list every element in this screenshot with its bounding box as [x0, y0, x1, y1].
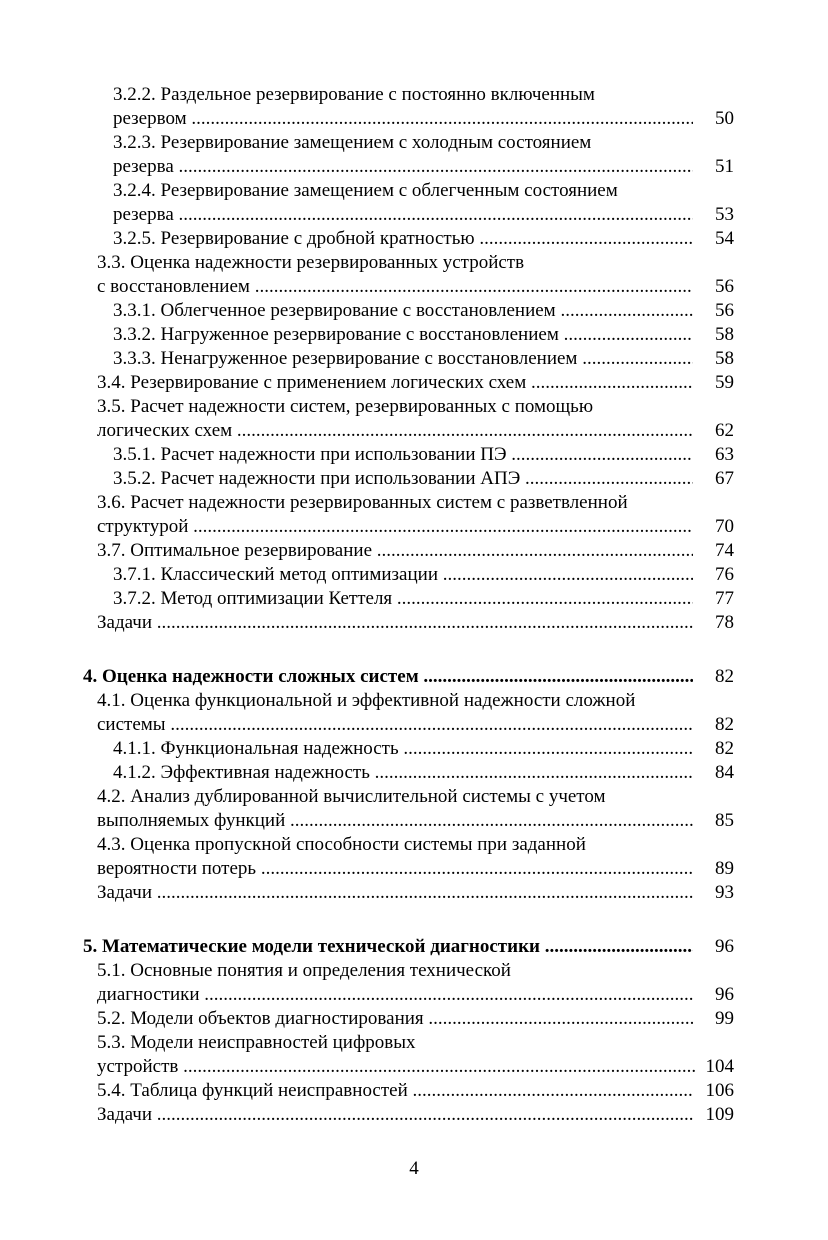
toc-entry[interactable]	[0, 419, 828, 443]
toc-entry[interactable]	[0, 1103, 828, 1127]
toc-entry-text: 3.3.3. Ненагруженное резервирование с восстановлением .....	[113, 347, 693, 371]
toc-entry-text: 3.2.5. Резервирование с дробной кратностью .....	[113, 227, 693, 251]
toc-entry[interactable]	[0, 587, 828, 611]
toc-entry[interactable]	[0, 809, 828, 833]
toc-chapter-entry[interactable]	[0, 665, 828, 689]
toc-entry[interactable]	[0, 443, 828, 467]
toc-entry-text: 3.7.2. Метод оптимизации Кеттеля .....	[113, 587, 693, 611]
toc-entry-text: 5.1. Основные понятия и определения технической	[97, 960, 511, 981]
page-number: 53	[715, 204, 734, 225]
toc-chapter-text: 5. Математические модели технической диагностики .....	[83, 935, 693, 959]
toc-entry-text: 5.4. Таблица функций неисправностей .....	[97, 1079, 693, 1103]
toc-entry[interactable]	[0, 737, 828, 761]
toc-entry[interactable]	[0, 983, 828, 1007]
toc-entry-text: вероятности потерь .....	[97, 857, 693, 881]
toc-entry-text: 5.3. Модели неисправностей цифровых	[97, 1032, 416, 1053]
toc-entry[interactable]	[0, 539, 828, 563]
page-number: 54	[715, 228, 734, 249]
toc-entry[interactable]	[0, 299, 828, 323]
toc-entry-text: 3.2.3. Резервирование замещением с холодным состоянием	[113, 132, 592, 153]
page-number: 89	[715, 858, 734, 879]
page-number: 51	[715, 156, 734, 177]
toc-entry-text: диагностики .....	[97, 983, 693, 1007]
page-number: 63	[715, 444, 734, 465]
toc-entry-text: 4.3. Оценка пропускной способности системы при заданной	[97, 834, 586, 855]
toc-entry-text: 3.6. Расчет надежности резервированных систем с разветвленной	[97, 492, 628, 513]
toc-entry-text: 3.2.2. Раздельное резервирование с постоянно включенным	[113, 84, 595, 105]
toc-entry[interactable]	[0, 203, 828, 227]
toc-entry-text: 3.3.2. Нагруженное резервирование с восстановлением .....	[113, 323, 693, 347]
toc-entry-text: с восстановлением .....	[97, 275, 693, 299]
toc-chapter-text: 4. Оценка надежности сложных систем .....	[83, 665, 693, 689]
page-number: 58	[715, 348, 734, 369]
toc-entry-text: 3.5. Расчет надежности систем, резервированных с помощью	[97, 396, 594, 417]
toc-entry[interactable]	[0, 1055, 828, 1079]
toc-entry-text: устройств .....	[97, 1055, 697, 1079]
toc-entry-text: 4.1. Оценка функциональной и эффективной надежности сложной	[97, 690, 636, 711]
toc-entry[interactable]	[0, 881, 828, 905]
toc-entry-text: 3.5.2. Расчет надежности при использовании АПЭ .....	[113, 467, 693, 491]
page-number: 93	[715, 882, 734, 903]
toc-entry-text: Задачи .....	[97, 1103, 693, 1127]
toc-entry[interactable]	[0, 1079, 828, 1103]
page-number: 96	[715, 936, 734, 957]
toc-entry[interactable]	[0, 761, 828, 785]
toc-entry-text: Задачи .....	[97, 611, 693, 635]
page-number: 82	[715, 714, 734, 735]
page-number: 109	[705, 1104, 734, 1125]
toc-entry-text: 3.7.1. Классический метод оптимизации .....	[113, 563, 693, 587]
toc-entry-text: Задачи .....	[97, 881, 693, 905]
toc-entry[interactable]	[0, 371, 828, 395]
toc-entry[interactable]	[0, 1007, 828, 1031]
toc-entry-text: 3.4. Резервирование с применением логических схем .....	[97, 371, 693, 395]
page-number: 84	[715, 762, 734, 783]
toc-entry-text: 3.7. Оптимальное резервирование .....	[97, 539, 693, 563]
page-number: 67	[715, 468, 734, 489]
toc-entry-text: системы .....	[97, 713, 693, 737]
page-number: 62	[715, 420, 734, 441]
page-number: 56	[715, 276, 734, 297]
toc-entry[interactable]	[0, 857, 828, 881]
page-number: 78	[715, 612, 734, 633]
toc-entry[interactable]	[0, 515, 828, 539]
page-number: 74	[715, 540, 734, 561]
page-number: 58	[715, 324, 734, 345]
page-number: 56	[715, 300, 734, 321]
page-number: 50	[715, 108, 734, 129]
page-number: 106	[705, 1080, 734, 1101]
toc-entry-text: резерва .....	[113, 155, 693, 179]
page-number: 59	[715, 372, 734, 393]
toc-entry[interactable]	[0, 323, 828, 347]
page-number: 85	[715, 810, 734, 831]
toc-entry[interactable]	[0, 347, 828, 371]
toc-entry[interactable]	[0, 713, 828, 737]
toc-entry[interactable]	[0, 155, 828, 179]
toc-entry-text: 5.2. Модели объектов диагностирования .....	[97, 1007, 693, 1031]
page-number: 70	[715, 516, 734, 537]
page-number: 77	[715, 588, 734, 609]
toc-entry-text: 4.1.2. Эффективная надежность .....	[113, 761, 693, 785]
toc-entry-text: 3.2.4. Резервирование замещением с облегченным состоянием	[113, 180, 618, 201]
page-number: 104	[705, 1056, 734, 1077]
toc-entry[interactable]	[0, 611, 828, 635]
toc-entry[interactable]	[0, 563, 828, 587]
toc-entry[interactable]	[0, 227, 828, 251]
page-number: 82	[715, 738, 734, 759]
toc-entry-text: 4.1.1. Функциональная надежность .....	[113, 737, 693, 761]
toc-entry[interactable]	[0, 467, 828, 491]
page-number: 96	[715, 984, 734, 1005]
toc-entry[interactable]	[0, 275, 828, 299]
page-footer-number: 4	[409, 1158, 419, 1179]
toc-entry-text: 4.2. Анализ дублированной вычислительной системы с учетом	[97, 786, 606, 807]
toc-entry-text: структурой .....	[97, 515, 693, 539]
toc-entry-text: логических схем .....	[97, 419, 693, 443]
page-number: 76	[715, 564, 734, 585]
toc-entry-text: 3.3. Оценка надежности резервированных устройств	[97, 252, 525, 273]
toc-entry-text: резервом .....	[113, 107, 693, 131]
toc-entry-text: выполняемых функций .....	[97, 809, 693, 833]
page-number: 99	[715, 1008, 734, 1029]
page-number: 82	[715, 666, 734, 687]
toc-entry[interactable]	[0, 107, 828, 131]
toc-chapter-entry[interactable]	[0, 935, 828, 959]
toc-entry-text: 3.3.1. Облегченное резервирование с восстановлением .....	[113, 299, 693, 323]
toc-entry-text: 3.5.1. Расчет надежности при использовании ПЭ .....	[113, 443, 693, 467]
toc-entry-text: резерва .....	[113, 203, 693, 227]
